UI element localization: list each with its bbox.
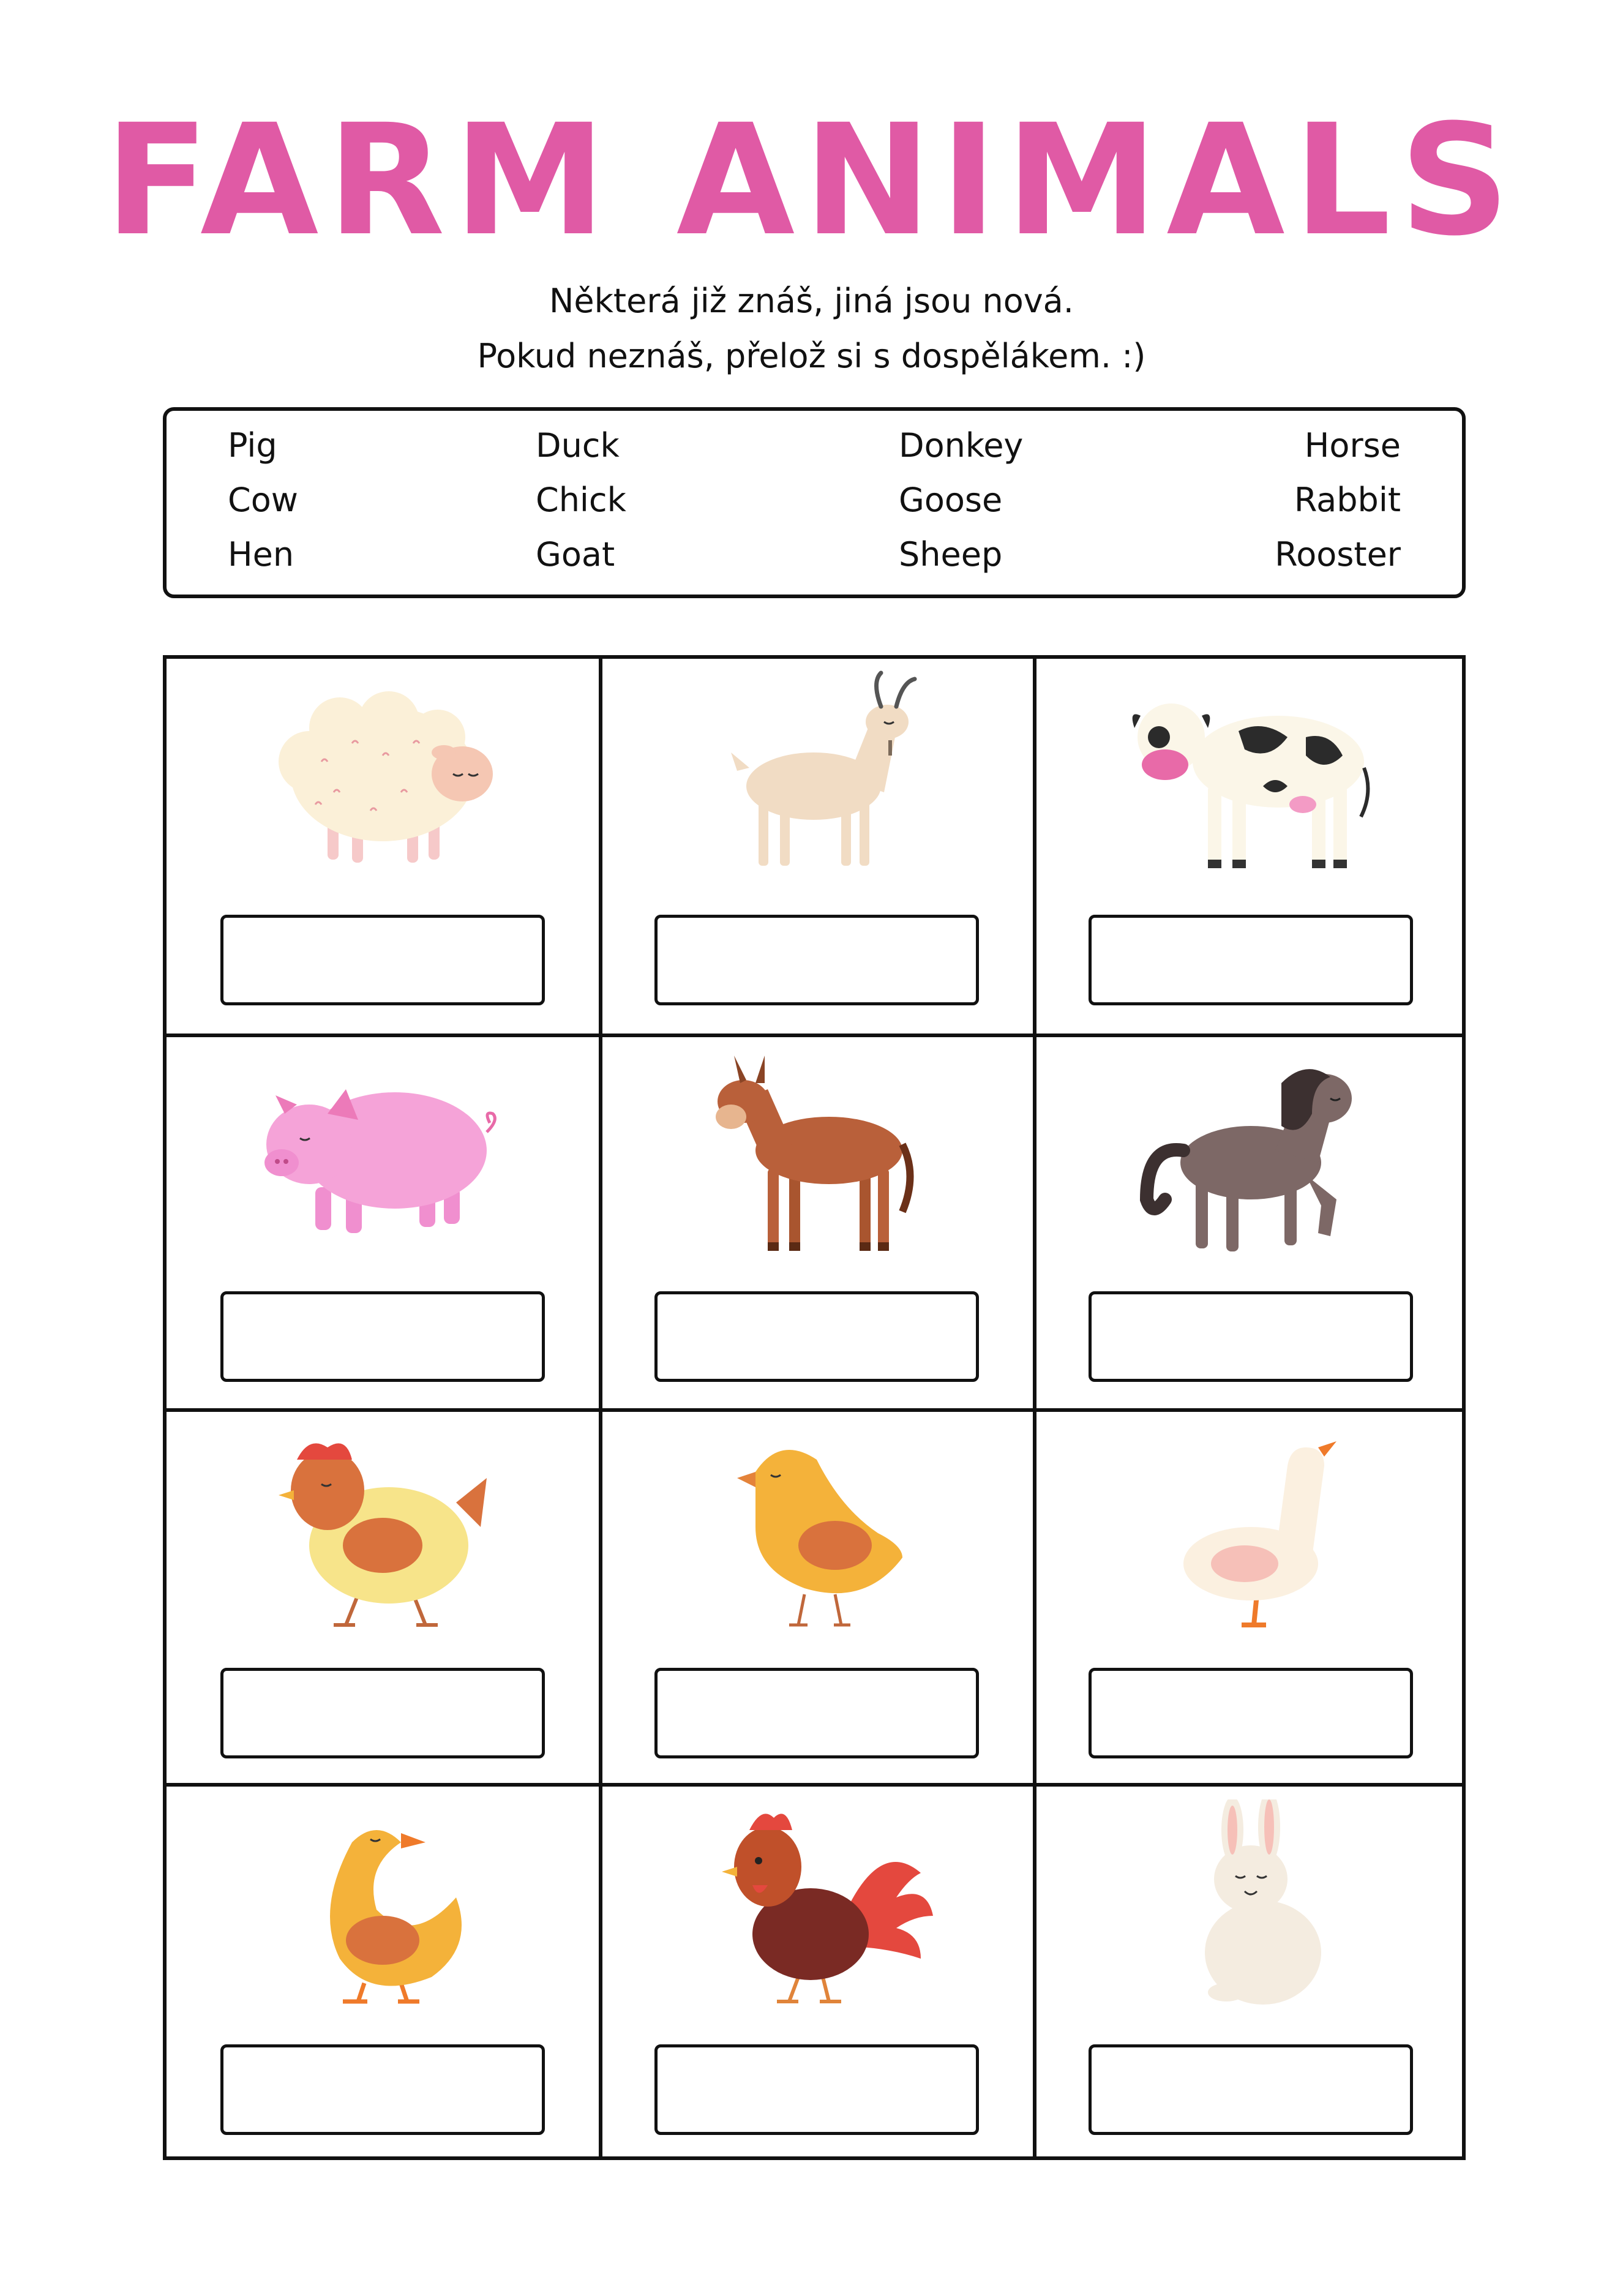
picture-cell-rabbit — [1035, 1788, 1467, 2163]
picture-cell-pig — [167, 1035, 599, 1410]
chick-icon — [694, 1423, 939, 1649]
picture-grid — [163, 655, 1466, 2160]
word-bank-item: Goat — [536, 535, 615, 574]
answer-box[interactable] — [220, 1668, 545, 1758]
picture-cell-sheep — [167, 659, 599, 1034]
word-bank-item: Rabbit — [1294, 481, 1401, 519]
answer-box[interactable] — [220, 2044, 545, 2135]
picture-cell-cow — [1035, 659, 1467, 1034]
answer-box[interactable] — [1089, 1291, 1413, 1382]
instruction-line-1: Některá již znáš, jiná jsou nová. — [549, 282, 1074, 320]
answer-box[interactable] — [654, 915, 979, 1005]
cow-icon — [1128, 670, 1373, 896]
picture-cell-chick — [601, 1412, 1033, 1787]
answer-box[interactable] — [1089, 1668, 1413, 1758]
word-bank-item: Chick — [536, 481, 626, 519]
picture-cell-horse — [1035, 1035, 1467, 1410]
donkey-icon — [694, 1046, 939, 1273]
word-bank-item: Cow — [228, 481, 298, 519]
word-bank-item: Goose — [899, 481, 1003, 519]
pig-icon — [260, 1046, 505, 1273]
answer-box[interactable] — [654, 2044, 979, 2135]
rooster-icon — [694, 1799, 939, 2026]
picture-cell-hen — [167, 1412, 599, 1787]
word-bank-item: Pig — [228, 426, 277, 465]
word-bank-item: Donkey — [899, 426, 1024, 465]
word-bank-item: Duck — [536, 426, 620, 465]
picture-cell-donkey — [601, 1035, 1033, 1410]
picture-cell-goat — [601, 659, 1033, 1034]
word-bank-item: Sheep — [899, 535, 1003, 574]
word-bank-item: Rooster — [1275, 535, 1401, 574]
answer-box[interactable] — [220, 1291, 545, 1382]
sheep-icon — [260, 670, 505, 896]
word-bank-item: Horse — [1304, 426, 1401, 465]
picture-cell-duck — [167, 1788, 599, 2163]
answer-box[interactable] — [654, 1668, 979, 1758]
goose-icon — [1128, 1423, 1373, 1649]
answer-box[interactable] — [1089, 2044, 1413, 2135]
word-bank-item: Hen — [228, 535, 294, 574]
word-bank — [163, 407, 1466, 598]
answer-box[interactable] — [654, 1291, 979, 1382]
duck-icon — [260, 1799, 505, 2026]
answer-box[interactable] — [1089, 915, 1413, 1005]
horse-icon — [1128, 1046, 1373, 1273]
instruction-line-2: Pokud neznáš, přelož si s dospělákem. :) — [477, 337, 1146, 375]
rabbit-icon — [1128, 1799, 1373, 2026]
picture-cell-goose — [1035, 1412, 1467, 1787]
goat-icon — [694, 670, 939, 896]
picture-cell-rooster — [601, 1788, 1033, 2163]
page-title: FARM ANIMALS — [104, 91, 1519, 269]
answer-box[interactable] — [220, 915, 545, 1005]
hen-icon — [260, 1423, 505, 1649]
